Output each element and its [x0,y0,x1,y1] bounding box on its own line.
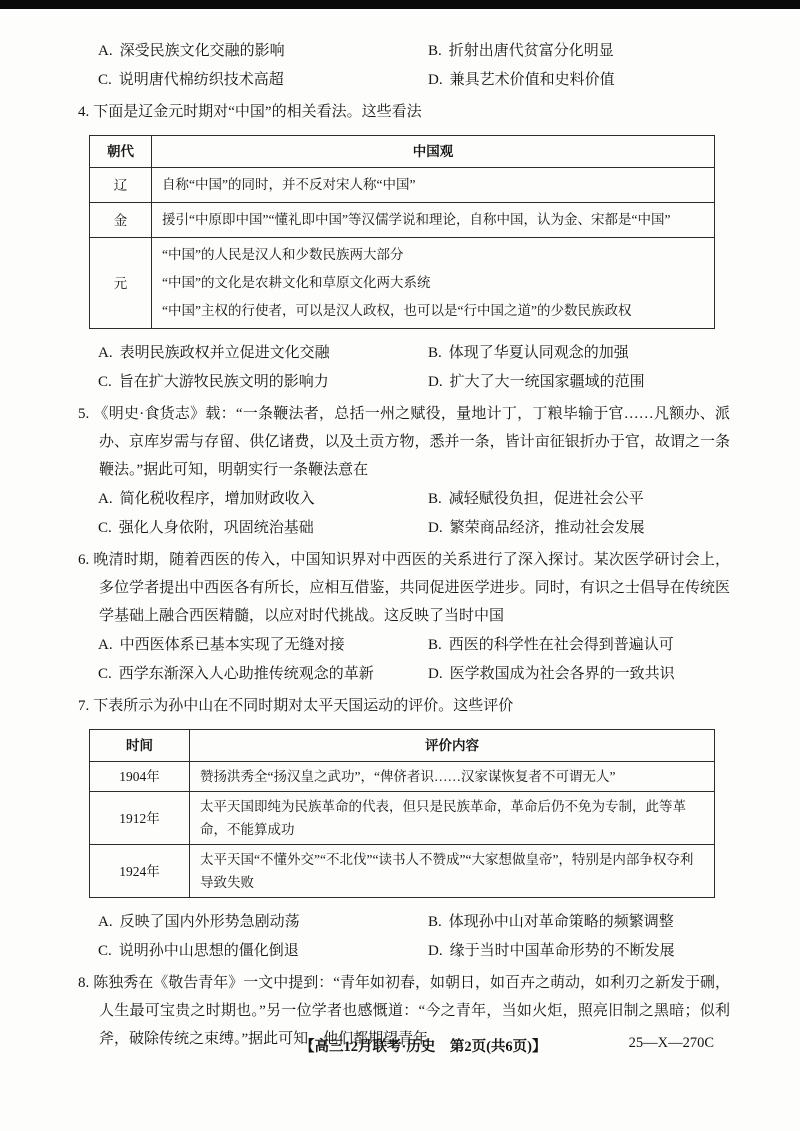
footer-exam-title: 【高三12月联考·历史 第2页(共6页)】 [300,1039,547,1055]
q5-option-c [98,514,428,543]
question-text: 下面是辽金元时期对“中国”的相关看法。这些看法 [93,104,422,120]
table-row [90,845,715,898]
q5-stem [78,400,730,484]
question-number: 5. [78,406,90,422]
scan-edge-artifact [0,0,800,9]
q7-options [78,908,730,966]
question-number: 7. [78,698,90,714]
q3-option-b [428,37,730,66]
option-text: 兼具艺术价值和史料价值 [449,72,615,88]
option-label: C. [98,520,112,536]
question-text: 《明史·食货志》载：“一条鞭法者，总括一州之赋役，量地计丁，丁粮毕输于官……凡额办、派办、京库岁需与存留、供亿诸费，以及土贡方物，悉并一条，皆计亩征银折办于官，故谓之一条鞭法。”据此可知，明朝实行一条鞭法意在 [93,406,730,478]
q7-option-c [98,937,428,966]
q4-option-b [428,339,730,368]
table-row [90,238,715,329]
q6-option-b [428,631,730,660]
option-text: 折射出唐代贫富分化明显 [448,43,614,59]
q6-stem [78,546,730,630]
cell-view [152,203,715,238]
q7-option-b [428,908,730,937]
cell-content: 太平天国“不懂外交”“不北伐”“读书人不赞成”“大家想做皇帝”，特别是内部争权夺利导致失败 [190,845,715,898]
option-label: A. [98,914,113,930]
option-label: C. [98,374,112,390]
option-text: 说明唐代棉纺织技术高超 [118,72,284,88]
q3-option-c [98,66,428,95]
question-text: 陈独秀在《敬告青年》一文中提到：“青年如初春，如朝日，如百卉之萌动，如利刃之新发于硎，人生最可宝贵之时期也。”另一位学者也感慨道：“今之青年，当如火炬，照亮旧制之黑暗；似利斧，破除传统之束缚。”据此可知，他们都期望青年 [93,975,730,1047]
q7-option-d [428,937,730,966]
question-6 [78,546,730,689]
option-label: C. [98,72,112,88]
cell-dynasty: 金 [90,203,152,238]
cell-time: 1904年 [90,762,190,792]
question-number: 6. [78,552,90,568]
option-text: 缘于当时中国革命形势的不断发展 [449,943,675,959]
option-label: B. [428,637,442,653]
table-row [90,168,715,203]
question-number: 8. [78,975,90,991]
option-text: 体现了华夏认同观念的加强 [448,345,629,361]
option-text: 旨在扩大游牧民族文明的影响力 [118,374,329,390]
view-line: “中国”的文化是农耕文化和草原文化两大系统 [162,275,431,290]
option-text: 深受民族文化交融的影响 [119,43,285,59]
option-text: 说明孙中山思想的僵化倒退 [118,943,299,959]
table-header-row [90,730,715,762]
q5-option-a [98,485,428,514]
option-text: 中西医体系已基本实现了无缝对接 [119,637,345,653]
table-row [90,762,715,792]
option-text: 繁荣商品经济，推动社会发展 [449,520,645,536]
view-line: 自称“中国”的同时，并不反对宋人称“中国” [162,177,416,192]
cell-content: 赞扬洪秀全“扬汉皇之武功”，“俾侪者识……汉家谋恢复者不可谓无人” [190,762,715,792]
q3-option-d [428,66,730,95]
option-label: D. [428,374,443,390]
q4-stem [78,98,730,126]
exam-page-content [78,36,730,1053]
cell-view [152,238,715,329]
q4-options [78,339,730,397]
question-4 [78,98,730,397]
view-line: 援引“中原即中国”“懂礼即中国”等汉儒学说和理论，自称中国，认为金、宋都是“中国” [162,212,671,227]
option-label: B. [428,345,442,361]
option-label: A. [98,345,113,361]
q7-table [89,729,715,898]
table-header-row [90,136,715,168]
option-label: B. [428,914,442,930]
view-line: “中国”主权的行使者，可以是汉人政权，也可以是“行中国之道”的少数民族政权 [162,303,632,318]
page-footer [0,1035,800,1065]
option-label: A. [98,43,113,59]
q5-option-d [428,514,730,543]
question-7 [78,692,730,966]
option-label: A. [98,491,113,507]
question-text: 下表所示为孙中山在不同时期对太平天国运动的评价。这些评价 [93,698,514,714]
cell-content: 太平天国即纯为民族革命的代表，但只是民族革命，革命后仍不免为专制，此等革命，不能算成功 [190,792,715,845]
q5-option-b [428,485,730,514]
option-label: B. [428,491,442,507]
table-row [90,792,715,845]
view-line: “中国”的人民是汉人和少数民族两大部分 [162,247,404,262]
option-text: 西医的科学性在社会得到普遍认可 [448,637,674,653]
cell-time: 1912年 [90,792,190,845]
option-text: 扩大了大一统国家疆域的范围 [449,374,645,390]
option-text: 反映了国内外形势急剧动荡 [119,914,300,930]
option-label: C. [98,943,112,959]
table-header-dynasty: 朝代 [90,136,152,168]
option-label: D. [428,943,443,959]
q6-option-c [98,660,428,689]
q6-options [78,631,730,689]
option-label: C. [98,666,112,682]
cell-dynasty: 元 [90,238,152,329]
option-label: D. [428,666,443,682]
q6-option-d [428,660,730,689]
q4-option-d [428,368,730,397]
question-text: 晚清时期，随着西医的传入，中国知识界对中西医的关系进行了深入探讨。某次医学研讨会上，多位学者提出中西医各有所长，应相互借鉴，共同促进医学进步。同时，有识之士倡导在传统医学基础上融合西医精髓，以应对时代挑战。这反映了当时中国 [93,552,730,624]
question-number: 4. [78,104,90,120]
table-row [90,203,715,238]
footer-paper-code: 25—X—270C [628,1035,714,1051]
q6-option-a [98,631,428,660]
table-header-time: 时间 [90,730,190,762]
q3-options [78,37,730,95]
q4-option-a [98,339,428,368]
cell-dynasty: 辽 [90,168,152,203]
cell-time: 1924年 [90,845,190,898]
q4-option-c [98,368,428,397]
option-text: 简化税收程序，增加财政收入 [119,491,315,507]
option-text: 强化人身依附，巩固统治基础 [118,520,314,536]
q7-stem [78,692,730,720]
option-text: 表明民族政权并立促进文化交融 [119,345,330,361]
option-text: 西学东渐深入人心助推传统观念的革新 [118,666,374,682]
question-5 [78,400,730,543]
table-header-view: 中国观 [152,136,715,168]
q5-options [78,485,730,543]
option-label: D. [428,520,443,536]
option-label: D. [428,72,443,88]
cell-view [152,168,715,203]
option-text: 医学救国成为社会各界的一致共识 [449,666,675,682]
q3-option-a [98,37,428,66]
option-label: B. [428,43,442,59]
q4-table [89,135,715,329]
option-text: 减轻赋役负担，促进社会公平 [448,491,644,507]
option-text: 体现孙中山对革命策略的频繁调整 [448,914,674,930]
q7-option-a [98,908,428,937]
option-label: A. [98,637,113,653]
table-header-content: 评价内容 [190,730,715,762]
